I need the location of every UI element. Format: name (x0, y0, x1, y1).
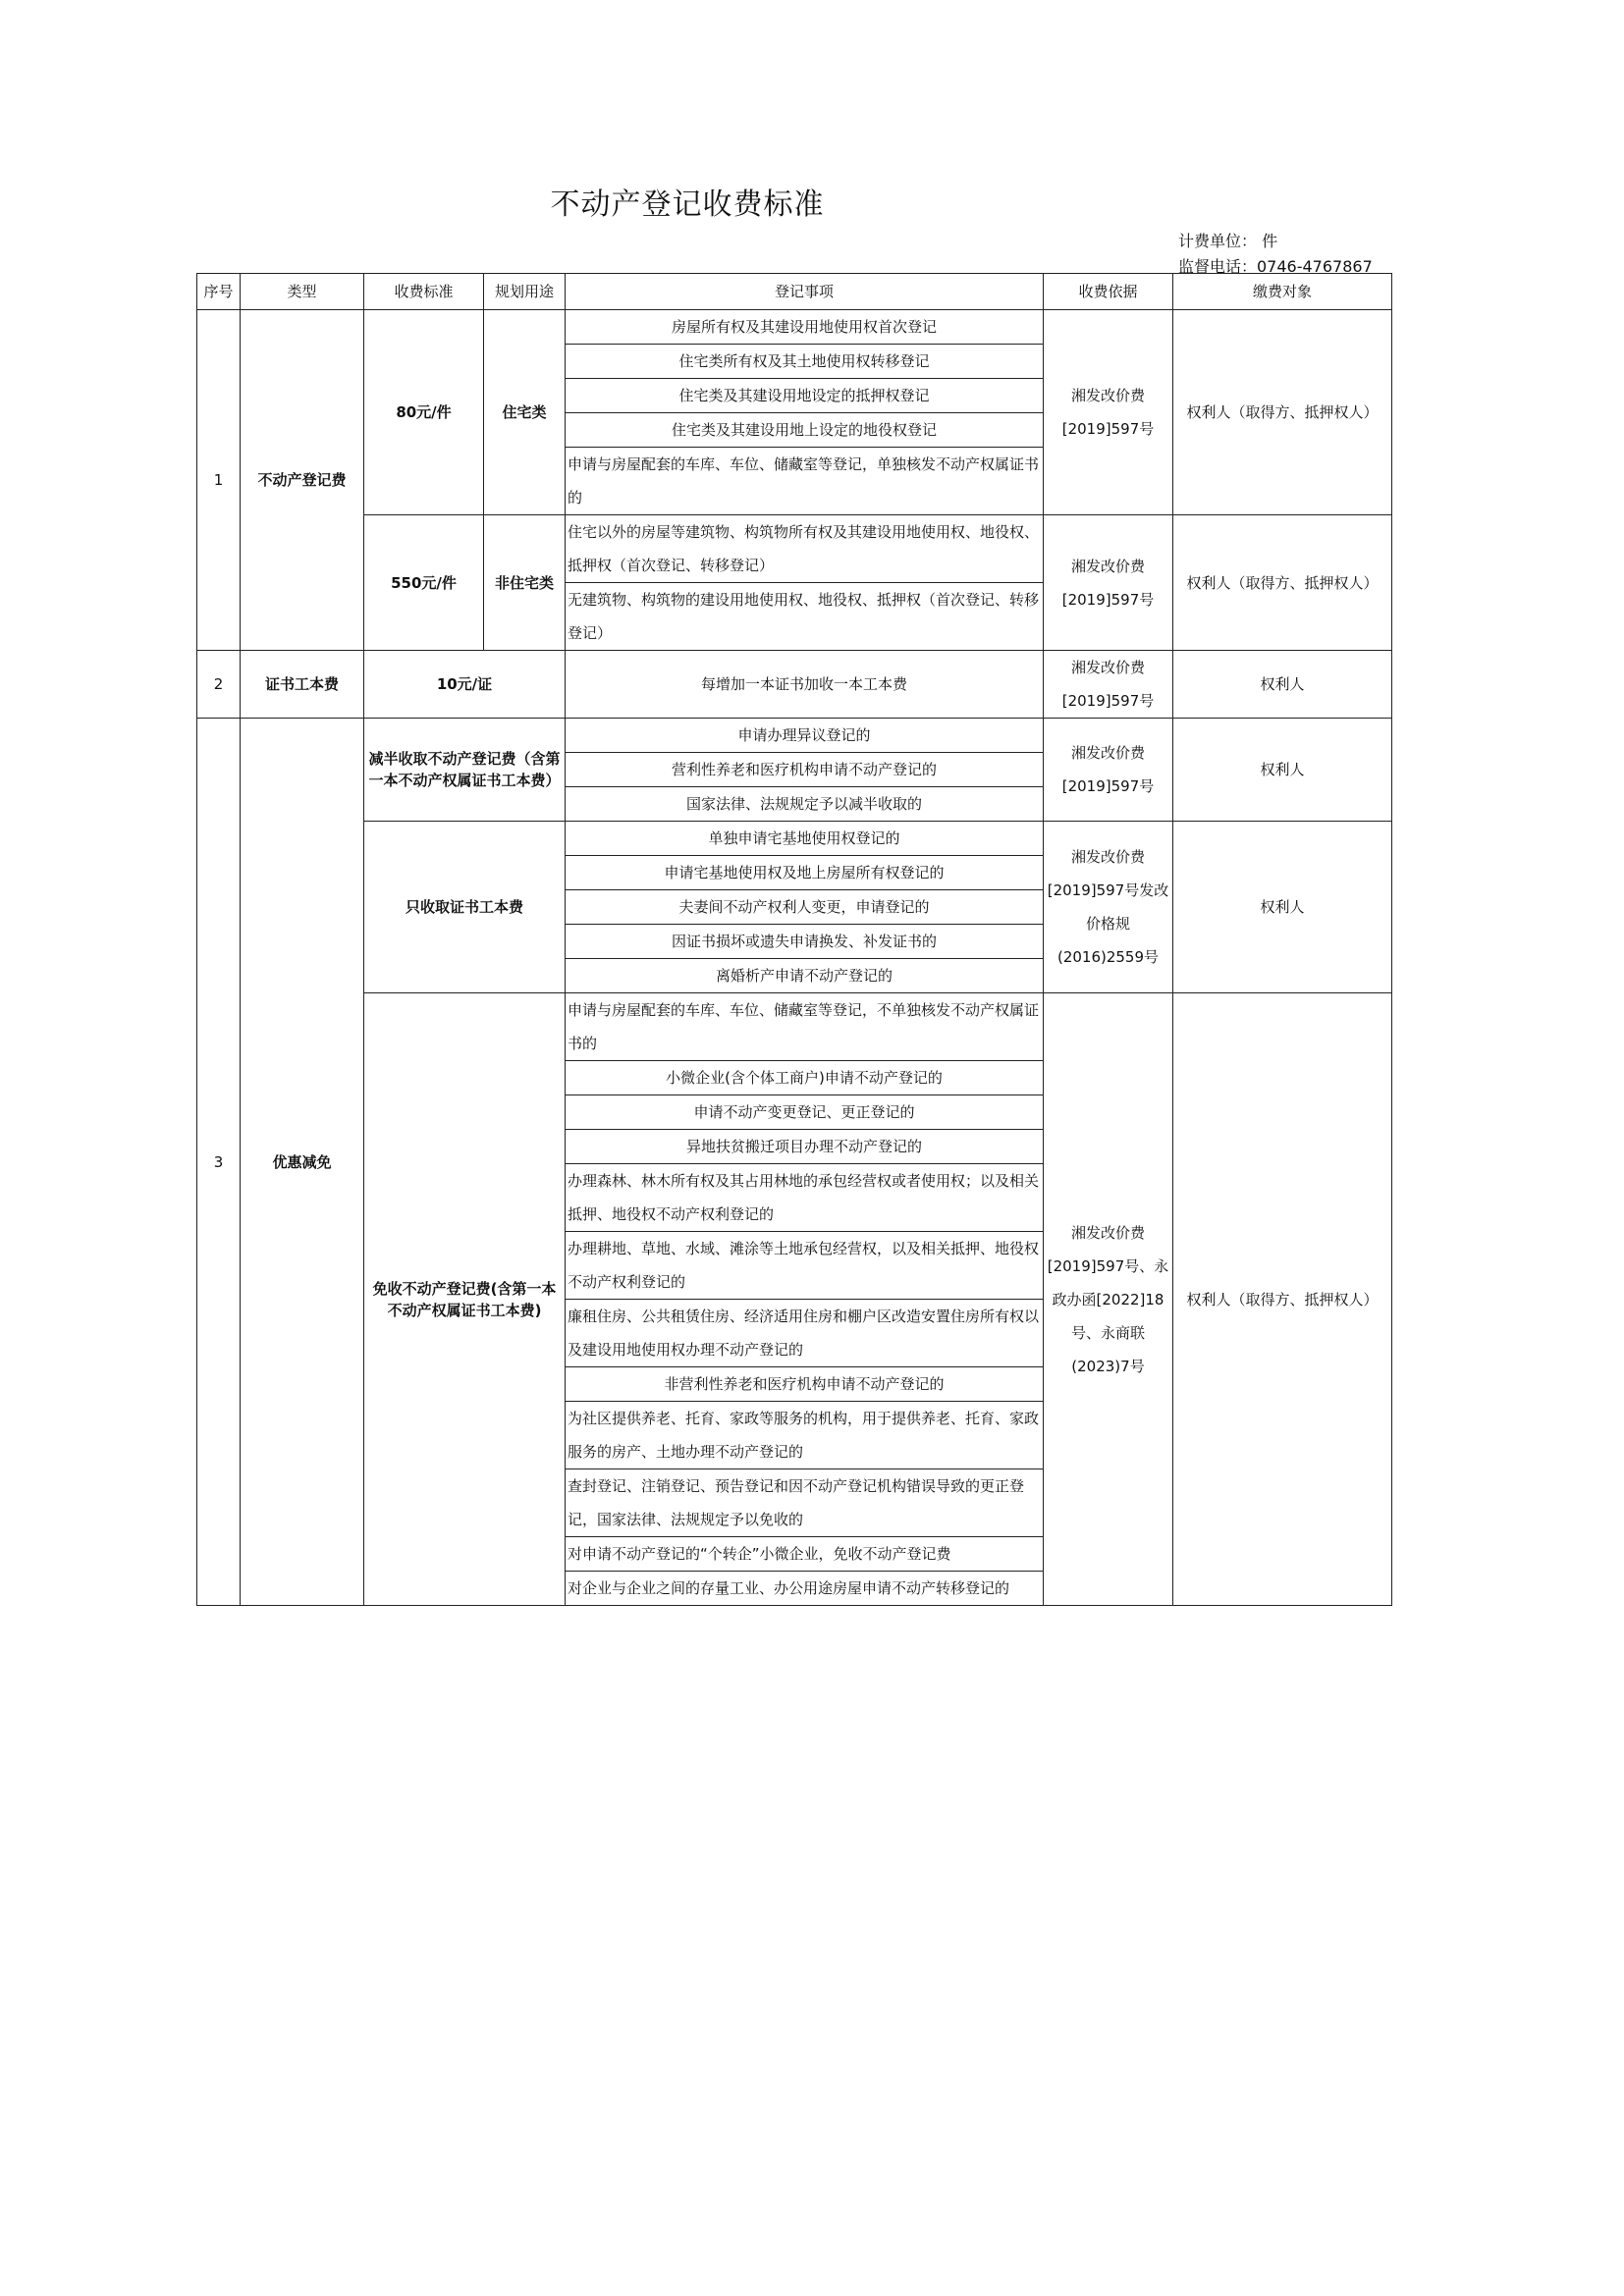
table-row (197, 310, 1392, 345)
table-row (197, 651, 1392, 719)
registration-item: 营利性养老和医疗机构申请不动产登记的 (566, 753, 1044, 787)
fee-type: 不动产登记费 (241, 310, 364, 651)
table-header-row (197, 274, 1392, 310)
header-cell: 收费依据 (1044, 274, 1173, 310)
planned-use: 非住宅类 (484, 515, 566, 651)
row-number: 3 (197, 719, 241, 1606)
registration-item: 为社区提供养老、托育、家政等服务的机构，用于提供养老、托育、家政服务的房产、土地办理不动产登记的 (566, 1402, 1044, 1469)
fee-type: 证书工本费 (241, 651, 364, 719)
table-row (197, 719, 1392, 753)
payer: 权利人 (1173, 651, 1392, 719)
registration-item: 住宅以外的房屋等建筑物、构筑物所有权及其建设用地使用权、地役权、抵押权（首次登记、转移登记） (566, 515, 1044, 583)
registration-item: 住宅类所有权及其土地使用权转移登记 (566, 345, 1044, 379)
registration-item: 离婚析产申请不动产登记的 (566, 959, 1044, 993)
fee-basis: 湘发改价费[2019]597号、永政办函[2022]18号、永商联(2023)7号 (1044, 993, 1173, 1606)
discount-category: 只收取证书工本费 (364, 822, 566, 993)
table-row (197, 993, 1392, 1061)
header-cell: 收费标准 (364, 274, 484, 310)
discount-category: 免收不动产登记费(含第一本不动产权属证书工本费) (364, 993, 566, 1606)
supervision-phone: 监督电话：0746-4767867 (1178, 257, 1373, 276)
header-cell: 缴费对象 (1173, 274, 1392, 310)
payer: 权利人（取得方、抵押权人） (1173, 993, 1392, 1606)
payer: 权利人 (1173, 822, 1392, 993)
discount-category: 减半收取不动产登记费（含第一本不动产权属证书工本费） (364, 719, 566, 822)
fee-standard: 10元/证 (364, 651, 566, 719)
registration-item: 对申请不动产登记的“个转企”小微企业，免收不动产登记费 (566, 1537, 1044, 1572)
table-row (197, 822, 1392, 856)
registration-item: 每增加一本证书加收一本工本费 (566, 651, 1044, 719)
payer: 权利人（取得方、抵押权人） (1173, 515, 1392, 651)
registration-item: 房屋所有权及其建设用地使用权首次登记 (566, 310, 1044, 345)
registration-item: 申请宅基地使用权及地上房屋所有权登记的 (566, 856, 1044, 890)
registration-item: 国家法律、法规规定予以减半收取的 (566, 787, 1044, 822)
row-number: 1 (197, 310, 241, 651)
registration-item: 申请与房屋配套的车库、车位、储藏室等登记，单独核发不动产权属证书的 (566, 448, 1044, 515)
registration-item: 申请不动产变更登记、更正登记的 (566, 1095, 1044, 1130)
registration-item: 办理森林、林木所有权及其占用林地的承包经营权或者使用权；以及相关抵押、地役权不动产权利登记的 (566, 1164, 1044, 1232)
registration-item: 查封登记、注销登记、预告登记和因不动产登记机构错误导致的更正登记，国家法律、法规规定予以免收的 (566, 1469, 1044, 1537)
registration-item: 无建筑物、构筑物的建设用地使用权、地役权、抵押权（首次登记、转移登记） (566, 583, 1044, 651)
registration-item: 住宅类及其建设用地设定的抵押权登记 (566, 379, 1044, 413)
billing-unit: 计费单位： 件 (1178, 232, 1278, 250)
registration-item: 办理耕地、草地、水域、滩涂等土地承包经营权，以及相关抵押、地役权不动产权利登记的 (566, 1232, 1044, 1300)
payer: 权利人 (1173, 719, 1392, 822)
fee-standard: 550元/件 (364, 515, 484, 651)
page-title: 不动产登记收费标准 (550, 187, 825, 222)
fee-type: 优惠减免 (241, 719, 364, 1606)
header-cell: 类型 (241, 274, 364, 310)
payer: 权利人（取得方、抵押权人） (1173, 310, 1392, 515)
registration-item: 申请与房屋配套的车库、车位、储藏室等登记，不单独核发不动产权属证书的 (566, 993, 1044, 1061)
registration-item: 非营利性养老和医疗机构申请不动产登记的 (566, 1367, 1044, 1402)
fee-basis: 湘发改价费[2019]597号 (1044, 719, 1173, 822)
header-cell: 序号 (197, 274, 241, 310)
registration-item: 廉租住房、公共租赁住房、经济适用住房和棚户区改造安置住房所有权以及建设用地使用权办理不动产登记的 (566, 1300, 1044, 1367)
planned-use: 住宅类 (484, 310, 566, 515)
registration-item: 对企业与企业之间的存量工业、办公用途房屋申请不动产转移登记的 (566, 1572, 1044, 1606)
registration-item: 异地扶贫搬迁项目办理不动产登记的 (566, 1130, 1044, 1164)
fee-basis: 湘发改价费[2019]597号 (1044, 515, 1173, 651)
header-cell: 登记事项 (566, 274, 1044, 310)
fee-basis: 湘发改价费[2019]597号发改价格规(2016)2559号 (1044, 822, 1173, 993)
fee-standard: 80元/件 (364, 310, 484, 515)
registration-item: 小微企业(含个体工商户)申请不动产登记的 (566, 1061, 1044, 1095)
row-number: 2 (197, 651, 241, 719)
table-row (197, 515, 1392, 583)
fee-basis: 湘发改价费[2019]597号 (1044, 310, 1173, 515)
fee-table (196, 273, 1392, 1606)
header-cell: 规划用途 (484, 274, 566, 310)
fee-basis: 湘发改价费[2019]597号 (1044, 651, 1173, 719)
registration-item: 夫妻间不动产权利人变更，申请登记的 (566, 890, 1044, 925)
registration-item: 因证书损坏或遗失申请换发、补发证书的 (566, 925, 1044, 959)
registration-item: 申请办理异议登记的 (566, 719, 1044, 753)
registration-item: 住宅类及其建设用地上设定的地役权登记 (566, 413, 1044, 448)
registration-item: 单独申请宅基地使用权登记的 (566, 822, 1044, 856)
